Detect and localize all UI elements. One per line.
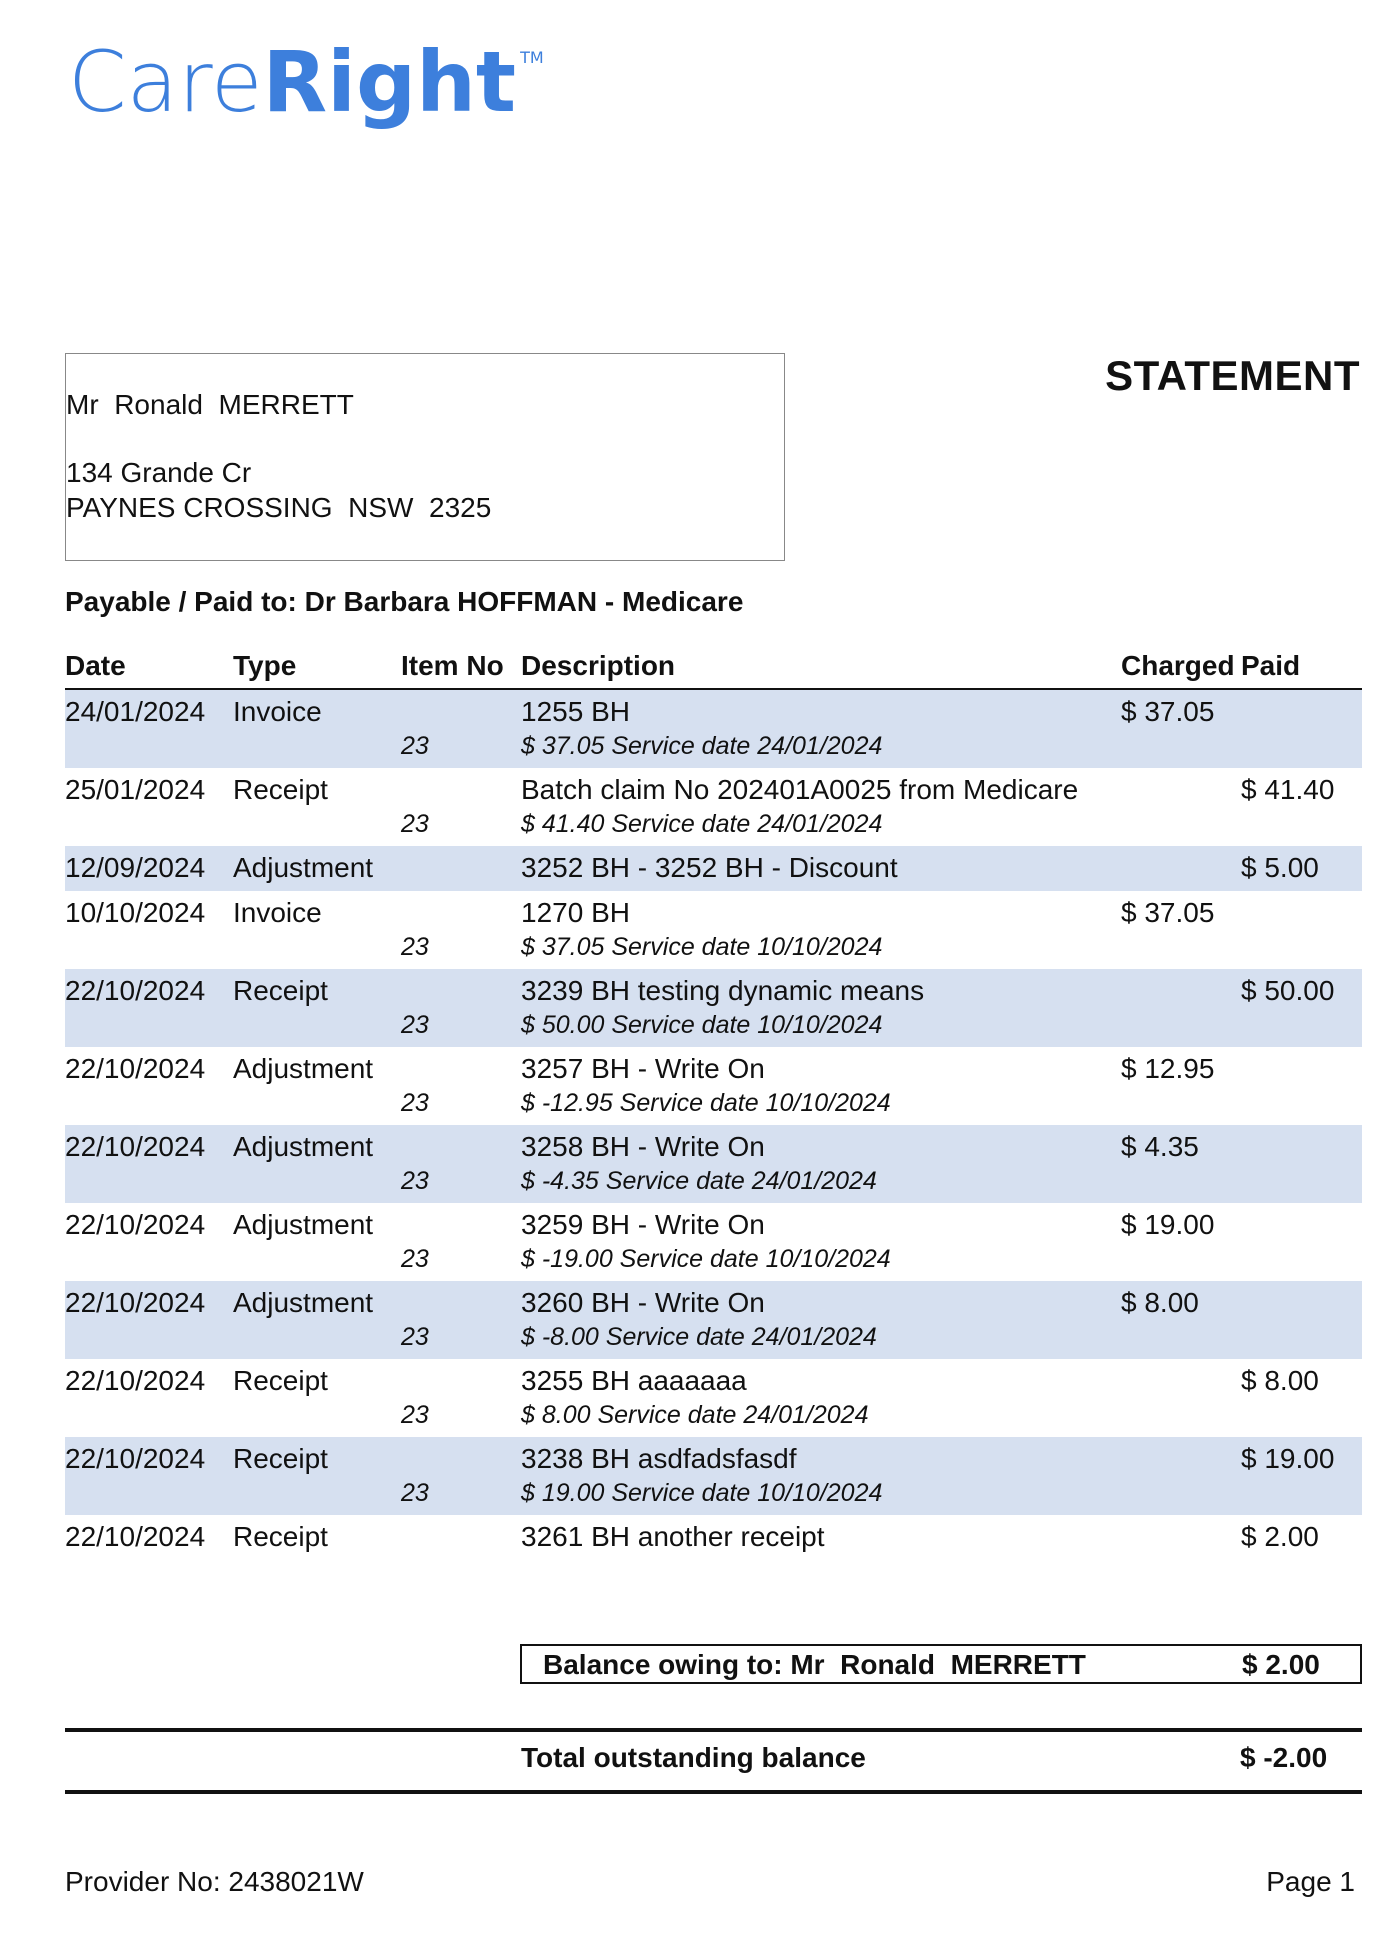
row-service-detail: $ 37.05 Service date 10/10/2024 <box>521 933 883 961</box>
row-paid: $ 41.40 <box>1241 774 1335 805</box>
table-row <box>65 891 1362 969</box>
row-date: 24/01/2024 <box>65 696 206 727</box>
recipient-name: Mr Ronald MERRETT <box>66 389 354 420</box>
recipient-address-line2: PAYNES CROSSING NSW 2325 <box>66 492 492 523</box>
row-charged: $ 8.00 <box>1121 1287 1199 1318</box>
recipient-address-box <box>65 353 785 561</box>
table-row <box>65 768 1362 846</box>
table-body <box>65 690 1362 1560</box>
row-date: 10/10/2024 <box>65 897 206 928</box>
row-service-detail: $ -4.35 Service date 24/01/2024 <box>521 1167 877 1195</box>
row-type: Adjustment <box>233 1053 374 1084</box>
row-charged: $ 37.05 <box>1121 696 1215 727</box>
row-type: Adjustment <box>233 1209 374 1240</box>
row-description: 3257 BH - Write On <box>521 1053 765 1084</box>
table-row <box>65 1203 1362 1281</box>
table-row <box>65 1515 1362 1560</box>
row-description: 3252 BH - 3252 BH - Discount <box>521 852 898 883</box>
row-type: Receipt <box>233 1521 328 1552</box>
payable-to-heading: Payable / Paid to: Dr Barbara HOFFMAN - Medicare <box>65 586 744 617</box>
row-date: 22/10/2024 <box>65 1131 206 1162</box>
row-date: 22/10/2024 <box>65 975 206 1006</box>
row-type: Adjustment <box>233 1131 374 1162</box>
table-row <box>65 690 1362 768</box>
row-service-detail: $ -12.95 Service date 10/10/2024 <box>521 1089 891 1117</box>
row-type: Receipt <box>233 1443 328 1474</box>
total-outstanding-row <box>65 1728 1362 1794</box>
balance-owing-amount: $ 2.00 <box>1242 1649 1320 1680</box>
row-service-detail: $ 8.00 Service date 24/01/2024 <box>521 1401 869 1429</box>
row-description: 1255 BH <box>521 696 630 727</box>
row-date: 25/01/2024 <box>65 774 206 805</box>
row-date: 22/10/2024 <box>65 1521 206 1552</box>
row-type: Receipt <box>233 1365 328 1396</box>
row-paid: $ 5.00 <box>1241 852 1319 883</box>
row-type: Adjustment <box>233 1287 374 1318</box>
row-charged: $ 37.05 <box>1121 897 1215 928</box>
row-type: Receipt <box>233 774 328 805</box>
row-type: Invoice <box>233 696 322 727</box>
logo-right-text: Right <box>262 33 517 131</box>
row-service-detail: $ 19.00 Service date 10/10/2024 <box>521 1479 883 1507</box>
logo-trademark: TM <box>520 48 544 67</box>
header-type: Type <box>233 650 297 681</box>
row-description: 3238 BH asdfadsfasdf <box>521 1443 797 1474</box>
row-item-no: 23 <box>401 1011 429 1039</box>
table-row <box>65 969 1362 1047</box>
table-row <box>65 1125 1362 1203</box>
row-item-no: 23 <box>401 1089 429 1117</box>
row-date: 22/10/2024 <box>65 1053 206 1084</box>
table-row <box>65 1359 1362 1437</box>
row-type: Adjustment <box>233 852 374 883</box>
provider-number: Provider No: 2438021W <box>65 1866 364 1897</box>
table-row <box>65 1047 1362 1125</box>
row-item-no: 23 <box>401 1401 429 1429</box>
header-date: Date <box>65 650 126 681</box>
header-item-no: Item No <box>401 650 504 681</box>
table-row <box>65 1437 1362 1515</box>
row-description: Batch claim No 202401A0025 from Medicare <box>521 774 1079 805</box>
row-date: 22/10/2024 <box>65 1443 206 1474</box>
row-service-detail: $ 41.40 Service date 24/01/2024 <box>521 810 883 838</box>
row-service-detail: $ 37.05 Service date 24/01/2024 <box>521 732 883 760</box>
row-description: 3259 BH - Write On <box>521 1209 765 1240</box>
total-outstanding-amount: $ -2.00 <box>1240 1742 1328 1773</box>
table-row <box>65 1281 1362 1359</box>
header-paid: Paid <box>1241 650 1301 681</box>
row-item-no: 23 <box>401 1245 429 1273</box>
header-charged: Charged <box>1121 650 1235 681</box>
row-item-no: 23 <box>401 732 429 760</box>
row-item-no: 23 <box>401 810 429 838</box>
row-description: 3261 BH another receipt <box>521 1521 825 1552</box>
row-paid: $ 8.00 <box>1241 1365 1319 1396</box>
statement-title: STATEMENT <box>1105 352 1360 399</box>
row-paid: $ 2.00 <box>1241 1521 1319 1552</box>
row-date: 12/09/2024 <box>65 852 206 883</box>
row-description: 3255 BH aaaaaaa <box>521 1365 747 1396</box>
row-service-detail: $ -8.00 Service date 24/01/2024 <box>521 1323 877 1351</box>
balance-owing-label: Balance owing to: Mr Ronald MERRETT <box>543 1649 1086 1680</box>
recipient-address-line1: 134 Grande Cr <box>66 457 252 488</box>
header-description: Description <box>521 650 676 681</box>
row-charged: $ 4.35 <box>1121 1131 1199 1162</box>
row-date: 22/10/2024 <box>65 1209 206 1240</box>
row-item-no: 23 <box>401 1167 429 1195</box>
row-charged: $ 19.00 <box>1121 1209 1215 1240</box>
total-outstanding-label: Total outstanding balance <box>521 1742 866 1773</box>
row-item-no: 23 <box>401 1479 429 1507</box>
page-number: Page 1 <box>1266 1866 1355 1897</box>
transactions-table <box>65 648 1362 1560</box>
balance-owing-box <box>520 1644 1362 1684</box>
logo-care-text: Care <box>68 33 263 131</box>
table-header <box>65 648 1362 690</box>
row-type: Receipt <box>233 975 328 1006</box>
row-item-no: 23 <box>401 1323 429 1351</box>
row-date: 22/10/2024 <box>65 1365 206 1396</box>
row-service-detail: $ 50.00 Service date 10/10/2024 <box>521 1011 883 1039</box>
row-paid: $ 19.00 <box>1241 1443 1335 1474</box>
row-description: 1270 BH <box>521 897 630 928</box>
row-charged: $ 12.95 <box>1121 1053 1215 1084</box>
row-item-no: 23 <box>401 933 429 961</box>
row-paid: $ 50.00 <box>1241 975 1335 1006</box>
carreright-logo <box>68 33 544 131</box>
row-description: 3258 BH - Write On <box>521 1131 765 1162</box>
row-service-detail: $ -19.00 Service date 10/10/2024 <box>521 1245 891 1273</box>
row-date: 22/10/2024 <box>65 1287 206 1318</box>
row-type: Invoice <box>233 897 322 928</box>
row-description: 3260 BH - Write On <box>521 1287 765 1318</box>
table-row <box>65 846 1362 891</box>
row-description: 3239 BH testing dynamic means <box>521 975 925 1006</box>
